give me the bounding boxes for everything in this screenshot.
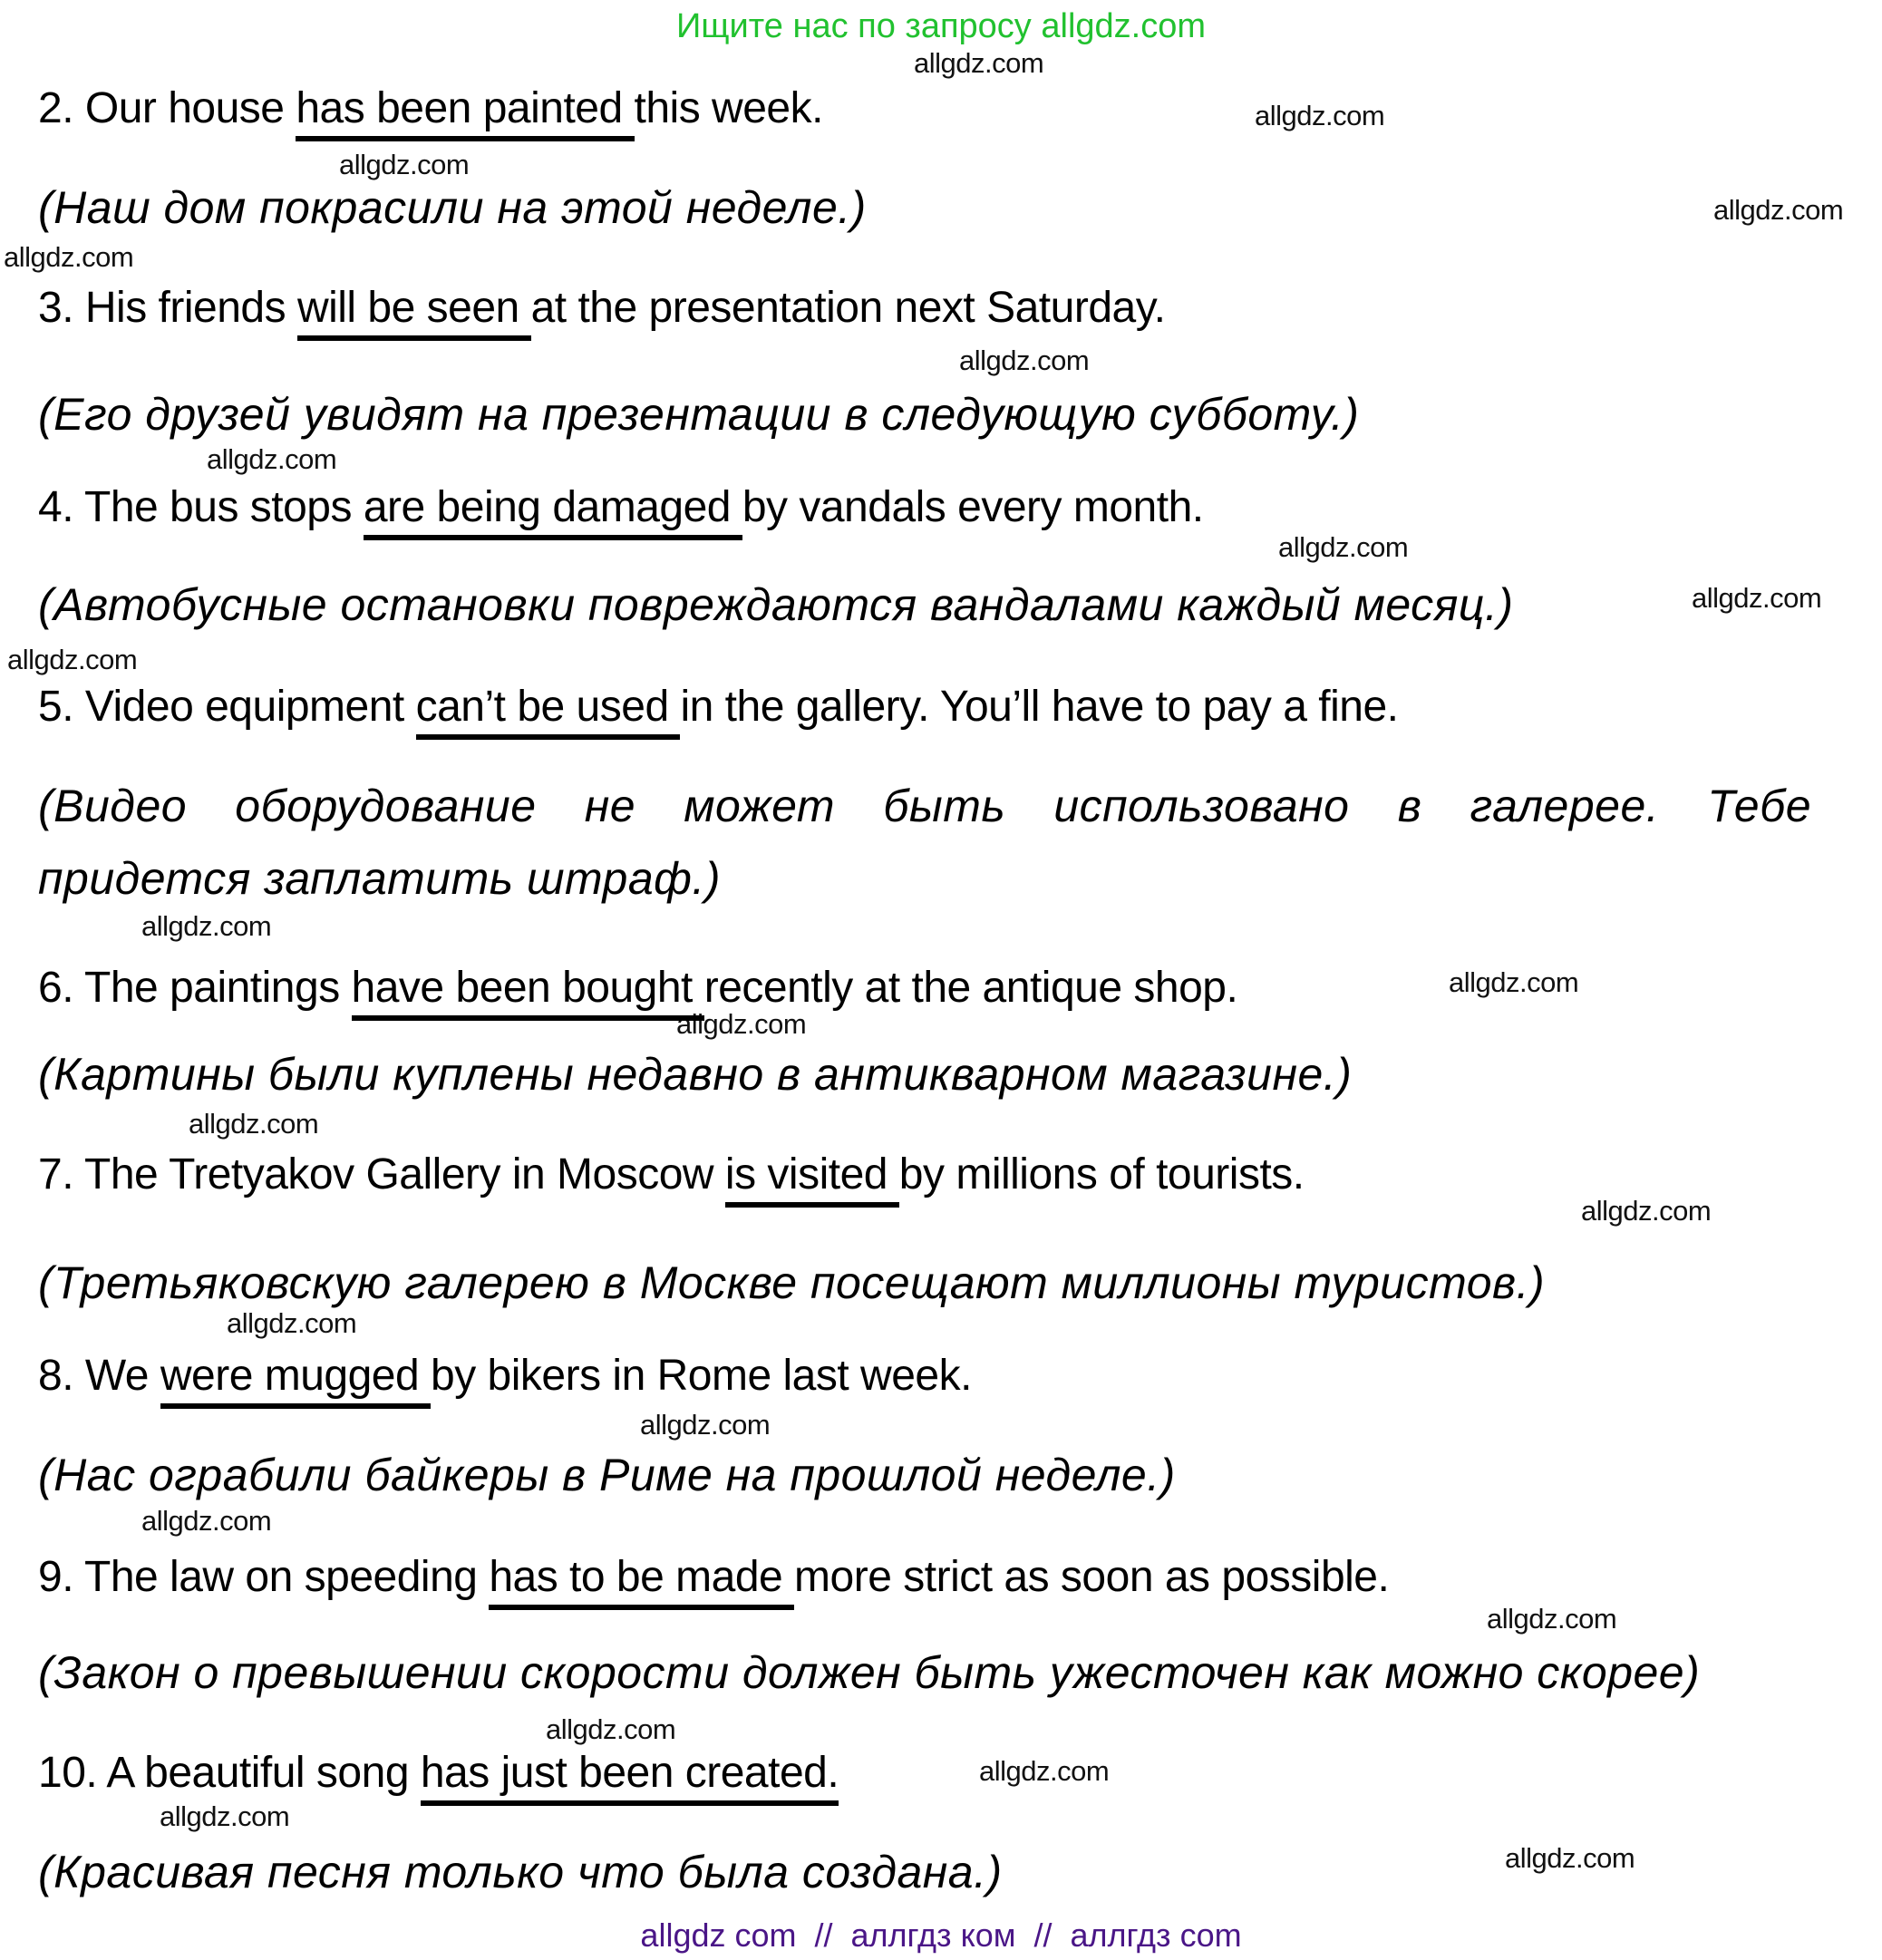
sentence-5 — [38, 682, 1398, 732]
sentence-2-underlined: has been painted — [296, 84, 634, 141]
sentence-4-pre: 4. The bus stops — [38, 483, 364, 531]
watermark: allgdz.com — [227, 1307, 357, 1339]
sentence-8 — [38, 1351, 972, 1401]
watermark: allgdz.com — [4, 241, 134, 273]
sentence-10 — [38, 1748, 839, 1798]
purple-footer: allgdz com // аллгдз ком // аллгдз com — [640, 1916, 1242, 1954]
translation-6: (Картины были куплены недавно в антикварном магазине.) — [38, 1049, 1353, 1100]
translation-7: (Третьяковскую галерею в Москве посещают миллионы туристов.) — [38, 1257, 1546, 1308]
sentence-3-underlined: will be seen — [297, 284, 531, 341]
translation-10: (Красивая песня только что была создана.) — [38, 1847, 1003, 1897]
watermark: allgdz.com — [676, 1008, 807, 1040]
watermark: allgdz.com — [1449, 966, 1579, 998]
watermark: allgdz.com — [141, 1505, 272, 1537]
translation-8: (Нас ограбили байкеры в Риме на прошлой неделе.) — [38, 1450, 1176, 1500]
sentence-5-post: in the gallery. You’ll have to pay a fine. — [680, 683, 1399, 731]
watermark: allgdz.com — [1713, 194, 1844, 226]
translation-4: (Автобусные остановки повреждаются вандалами каждый месяц.) — [38, 579, 1514, 630]
sentence-6 — [38, 963, 1237, 1013]
watermark: allgdz.com — [141, 910, 272, 942]
watermark: allgdz.com — [640, 1409, 771, 1441]
watermark: allgdz.com — [914, 47, 1044, 79]
sentence-3-post: at the presentation next Saturday. — [530, 284, 1166, 332]
sentence-5-underlined: can’t be used — [416, 683, 681, 740]
sentence-8-pre: 8. We — [38, 1352, 160, 1400]
watermark: allgdz.com — [7, 644, 138, 675]
sentence-8-underlined: were mugged — [160, 1352, 431, 1409]
watermark: allgdz.com — [1255, 100, 1385, 131]
sentence-7-underlined: is visited — [725, 1150, 899, 1208]
watermark: allgdz.com — [959, 344, 1090, 376]
watermark: allgdz.com — [979, 1755, 1110, 1787]
sentence-6-pre: 6. The paintings — [38, 964, 352, 1012]
watermark: allgdz.com — [207, 443, 337, 475]
sentence-5-pre: 5. Video equipment — [38, 683, 416, 731]
sentence-4 — [38, 482, 1204, 532]
sentence-10-underlined: has just been created. — [421, 1749, 839, 1806]
sentence-10-pre: 10. A beautiful song — [38, 1749, 421, 1797]
sentence-7-post: by millions of tourists. — [898, 1150, 1305, 1198]
translation-9: (Закон о превышении скорости должен быть ужесточен как можно скорее) — [38, 1647, 1701, 1698]
watermark: allgdz.com — [1692, 582, 1822, 614]
translation-5-line1: (Видео оборудование не может быть использовано в галерее. Тебе — [38, 781, 1811, 831]
translation-2: (Наш дом покрасили на этой неделе.) — [38, 182, 867, 233]
sentence-7-pre: 7. The Tretyakov Gallery in Moscow — [38, 1150, 725, 1198]
watermark: allgdz.com — [1505, 1842, 1635, 1874]
sentence-6-post: recently at the antique shop. — [703, 964, 1238, 1012]
watermark: allgdz.com — [1278, 531, 1409, 563]
sentence-7 — [38, 1150, 1305, 1199]
watermark: allgdz.com — [546, 1713, 676, 1745]
sentence-2 — [38, 83, 823, 133]
watermark: allgdz.com — [339, 149, 470, 180]
translation-5-line2: придется заплатить штраф.) — [38, 853, 721, 904]
translation-3: (Его друзей увидят на презентации в следующую субботу.) — [38, 389, 1360, 440]
watermark: allgdz.com — [1581, 1195, 1712, 1227]
sentence-9-pre: 9. The law on speeding — [38, 1553, 490, 1601]
green-header: Ищите нас по запросу allgdz.com — [675, 7, 1206, 45]
sentence-3-pre: 3. His friends — [38, 284, 297, 332]
sentence-2-post: this week. — [634, 84, 823, 132]
sentence-9 — [38, 1552, 1389, 1602]
sentence-2-pre: 2. Our house — [38, 84, 296, 132]
watermark: allgdz.com — [1487, 1603, 1617, 1635]
watermark: allgdz.com — [189, 1108, 319, 1140]
sentence-9-underlined: has to be made — [489, 1553, 794, 1610]
sentence-3 — [38, 283, 1165, 333]
watermark: allgdz.com — [160, 1800, 290, 1832]
sentence-4-underlined: are being damaged — [364, 483, 742, 540]
sentence-4-post: by vandals every month. — [742, 483, 1204, 531]
sentence-8-post: by bikers in Rome last week. — [431, 1352, 972, 1400]
sentence-9-post: more strict as soon as possible. — [794, 1553, 1390, 1601]
sentence-6-underlined: have been bought — [352, 964, 704, 1021]
